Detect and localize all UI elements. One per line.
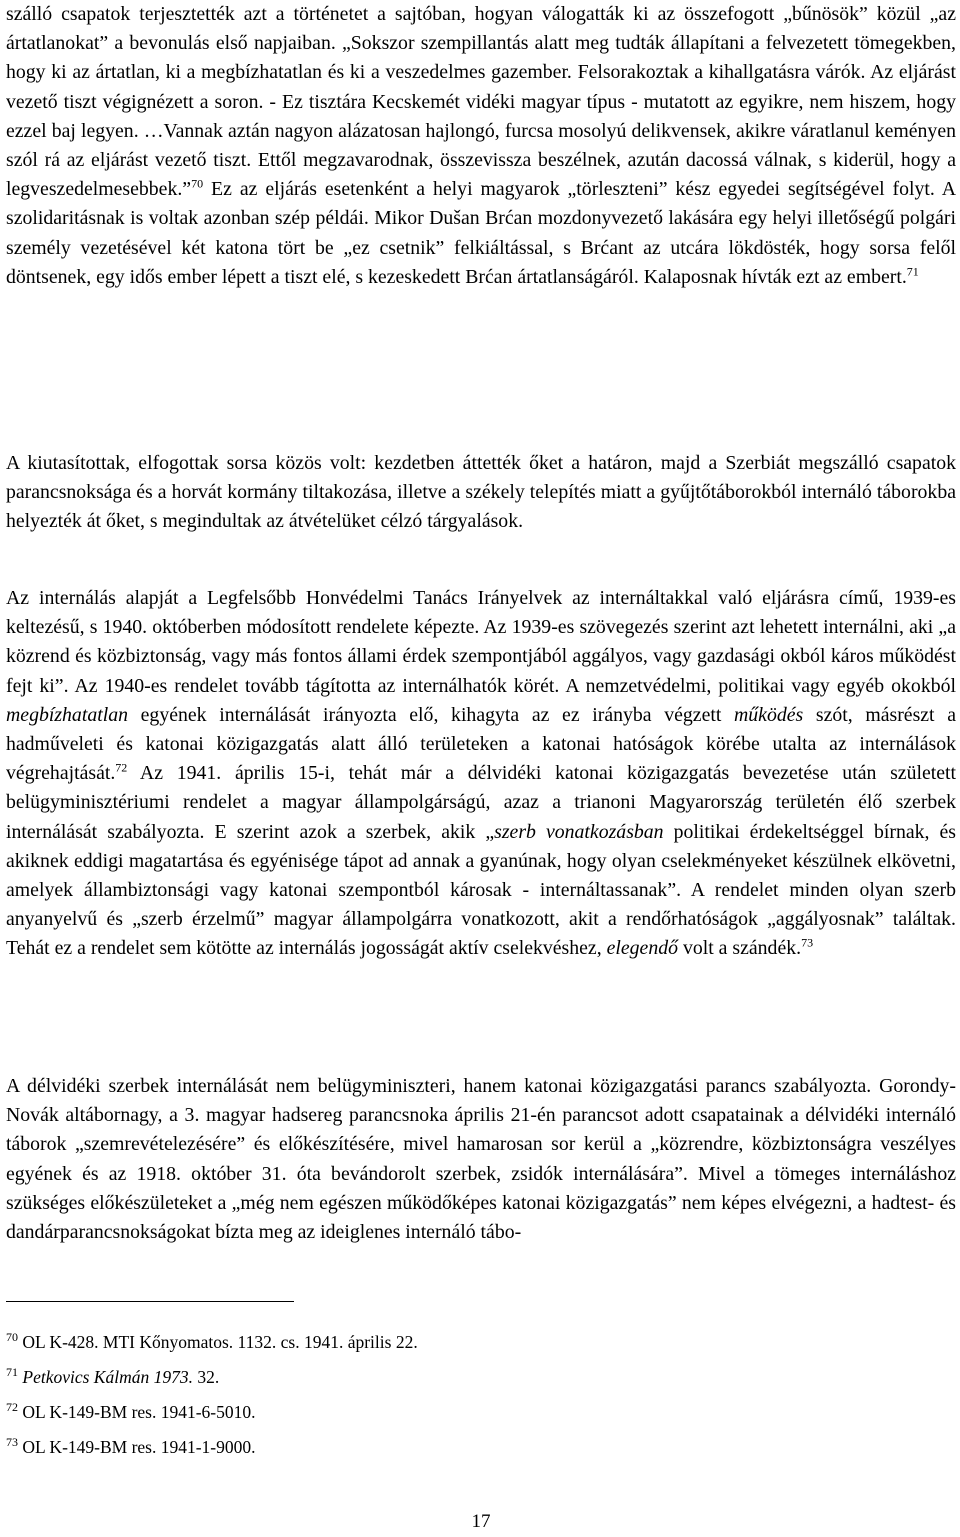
footnote-ref: 72 [115,760,128,775]
paragraph-1 [6,0,956,292]
text-run: szálló csapatok terjesztették azt a történetet a sajtóban, hogyan válogatták ki az összefogott „bűnösök” közül „az ártatlanokat” a bevonulás első napjaiban. „Sokszor szempillantás alatt meg tudták állapítani a felvezetett tömegekben, hogy ki az ártatlan, ki a megbízhatatlan és ki a veszedelmes gazember. Felsorakoztak a kihallgatásra várók. Az eljárást vezető tiszt végignézett a soron. - Ez tisztára Kecskemét vidéki magyar típus - mutatott az egyikre, nem hiszem, hogy ezzel baj legyen. …Vannak aztán nagyon alázatosan hajlongó, furcsa mosolyú delikvensek, akikre váratlanul keményen szól rá az eljárást vezető tiszt. Ettől megzavarodnak, összevissza beszélnek, azután dacossá válnak, s kiderül, hogy a legveszedelmesebbek.” [6,3,956,201]
text-run: volt a szándék. [678,937,802,960]
text-run: OL K-149-BM res. 1941-1-9000. [22,1437,256,1457]
footnotes [6,1325,956,1465]
text-run: szót, másrészt a hadműveleti és katonai közigazgatás alatt álló területeken a katonai hatóságok körébe utalta az internálások végrehajtását. [6,703,956,785]
footnote-70 [6,1325,956,1360]
footnote-separator [6,1301,294,1302]
paragraph-2 [6,449,956,537]
footnote-number: 72 [6,1400,18,1415]
text-run: Az 1941. április 15-i, tehát már a délvidéki katonai közigazgatás bevezetése után született belügyminisztériumi rendelet a magyar állampolgárságú, azaz a trianoni Magyarország területén élő szerbek internálását szabályozta. E szerint azok a szerbek, akik „ [6,762,956,843]
footnote-ref: 71 [906,264,919,279]
footnote-ref: 70 [191,176,204,191]
italic-text: szerb vonatkozásban [494,820,664,843]
document-page [6,0,956,1537]
footnote-ref: 73 [801,935,814,950]
paragraph-3 [6,584,956,964]
italic-text: működés [734,703,804,726]
text-run: A kiutasítottak, elfogottak sorsa közös volt: kezdetben áttették őket a határon, majd a Szerbiát megszálló csapatok parancsnoksága és a horvát kormány tiltakozása, illetve a székely telepítés miatt a gyűjtőtáborokból internáló táborokba helyezték át őket, s megindultak az átvételüket célzó tárgyalások. [6,452,956,533]
text-run: OL K-428. MTI Kőnyomatos. 1132. cs. 1941. április 22. [22,1332,418,1352]
page-number: 17 [471,1511,491,1532]
italic-text: megbízhatatlan [6,703,128,726]
italic-text: Petkovics Kálmán 1973. [22,1367,193,1387]
footnote-number: 73 [6,1435,18,1450]
footnote-73 [6,1430,956,1465]
text-run: A délvidéki szerbek internálását nem belügyminiszteri, hanem katonai közigazgatási parancs szabályozta. Gorondy-Novák altábornagy, a 3. magyar hadsereg parancsnoka április 21-én parancsot adott csapatainak a délvidéki internáló táborok „szemrevételezésére” és előkészítésére, mivel hamarosan sor kerül a „közrendre, közbiztonságra veszélyes egyének és az 1918. október 31. óta bevándorolt szerbek, zsidók internálására”. Mivel a tömeges internáláshoz szükséges előkészületeket a „még nem egészen működőképes katonai közigazgatás” nem képes elvégezni, a hadtest- és dandárparancsnokságokat bízta meg az ideiglenes internáló tábo- [6,1075,956,1244]
paragraph-4 [6,1072,956,1247]
footnote-71 [6,1360,956,1395]
text-run: egyének internálását irányozta elő, kihagyta az ez irányba végzett [127,703,734,726]
footnote-72 [6,1395,956,1430]
text-run: politikai érdekeltséggel bírnak, és akiknek eddigi magatartása és egyénisége tápot ad annak a gyanúnak, hogy olyan cselekményeket készülnek elkövetni, amelyek állambiztonsági vagy katonai szempontból károsak - internáltassanak”. A rendelet minden olyan szerb anyanyelvű és „szerb érzelmű” magyar állampolgárra vonatkozott, akit a rendőrhatóságok „aggályosnak” találtak. Tehát ez a rendelet sem kötötte az internálás jogosságát aktív cselekvéshez, [6,820,957,960]
text-run: 32. [192,1367,220,1387]
footnote-number: 70 [6,1330,18,1345]
text-run: Ez az eljárás esetenként a helyi magyarok „törleszteni” kész egyedei segítségével folyt. A szolidaritásnak is voltak azonban szép példái. Mikor Dušan Brćan mozdonyvezető lakására egy helyi illetőségű polgári személy vezetésével két katona tört be „ez csetnik” felkiáltással, s Brćant az utcára lökdösték, hogy sorsa felől döntsenek, egy idős ember lépett a tiszt elé, s kezeskedett Brćan ártatlanságáról. Kalaposnak hívták ezt az embert. [6,178,956,288]
footnote-number: 71 [6,1365,18,1380]
text-run: Az internálás alapját a Legfelsőbb Honvédelmi Tanács Irányelvek az internáltakkal való eljárásra című, 1939-es keltezésű, s 1940. októberben módosított rendelete képezte. Az 1939-es szövegezés szerint azt lehetett internálni, aki „a közrend és közbiztonság, vagy más fontos állami érdek szempontjából aggályos, vagy gazdasági okból káros működést fejt ki”. Az 1940-es rendelet tovább tágította az internálhatók körét. A nemzetvédelmi, politikai vagy egyéb okokból [6,587,956,697]
italic-text: elegendő [606,937,679,960]
text-run: OL K-149-BM res. 1941-6-5010. [22,1402,256,1422]
